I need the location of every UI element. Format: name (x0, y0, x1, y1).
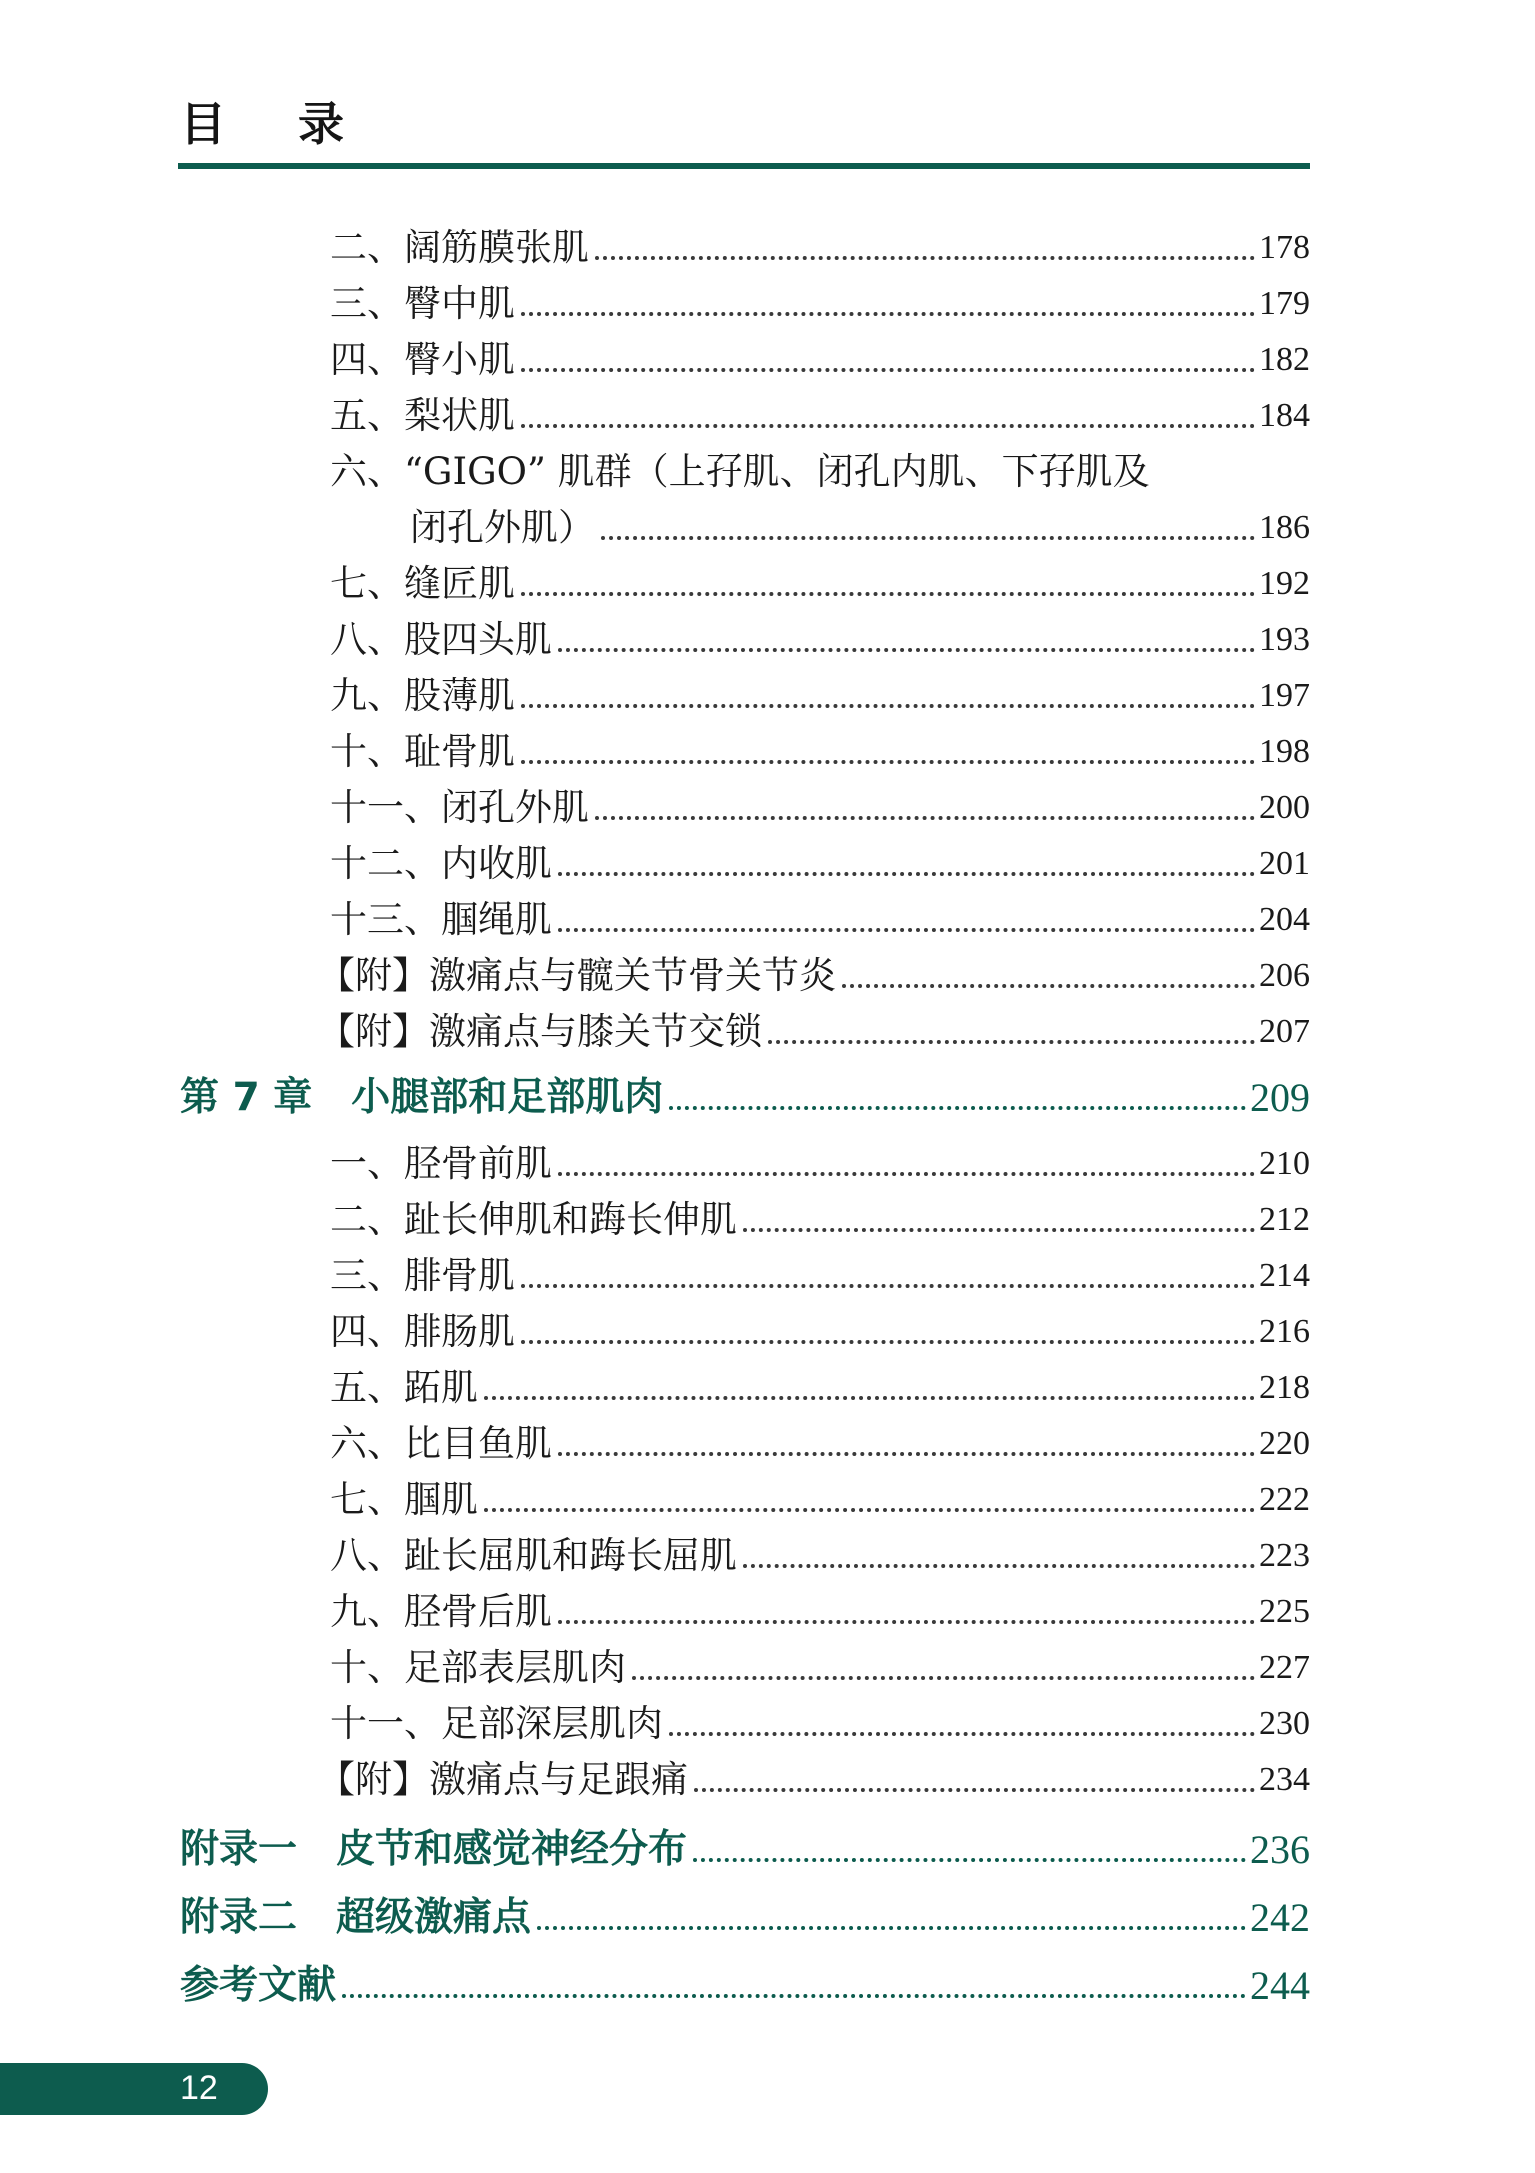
toc-entry[interactable] (330, 842, 1310, 886)
leader-dots (521, 704, 1255, 708)
leader-dots (484, 1396, 1255, 1400)
header-rule (178, 163, 1310, 169)
leader-dots (342, 1994, 1246, 1998)
toc-entry-page: 200 (1259, 789, 1310, 826)
leader-dots (521, 312, 1255, 316)
toc-entry-label: 五、跖肌 (330, 1366, 478, 1409)
toc-entry-page: 178 (1259, 229, 1310, 266)
toc-entry-page: 206 (1259, 957, 1310, 994)
leader-dots (693, 1858, 1246, 1862)
toc-entry-page: 227 (1259, 1649, 1310, 1686)
toc-entry-label: 【附】激痛点与足跟痛 (318, 1758, 688, 1801)
toc-entry[interactable] (330, 1254, 1310, 1298)
toc-entry[interactable] (330, 1366, 1310, 1410)
leader-dots (768, 1040, 1255, 1044)
toc-entry[interactable] (330, 1422, 1310, 1466)
toc-entry[interactable] (330, 1590, 1310, 1634)
toc-entry[interactable] (330, 394, 1310, 438)
toc-chapter-page: 242 (1250, 1895, 1310, 1940)
toc-entry[interactable] (330, 338, 1310, 382)
page-number-badge (0, 2063, 268, 2115)
toc-appendix-2[interactable] (180, 1894, 1310, 1942)
toc-entry-label: 三、臀中肌 (330, 282, 515, 325)
toc-entry-page: 223 (1259, 1537, 1310, 1574)
leader-dots (521, 760, 1255, 764)
leader-dots (743, 1564, 1255, 1568)
toc-entry-page: 210 (1259, 1145, 1310, 1182)
toc-entry-label: 二、趾长伸肌和踇长伸肌 (330, 1198, 737, 1241)
toc-entry-label: 九、股薄肌 (330, 674, 515, 717)
toc-entry-page: 201 (1259, 845, 1310, 882)
toc-references[interactable] (180, 1962, 1310, 2010)
toc-entry[interactable] (330, 1478, 1310, 1522)
toc-entry-page: 230 (1259, 1705, 1310, 1742)
toc-entry-label: 七、缝匠肌 (330, 562, 515, 605)
toc-entry[interactable] (330, 1702, 1310, 1746)
toc-entry-label: 五、梨状肌 (330, 394, 515, 437)
toc-entry[interactable] (330, 1534, 1310, 1578)
toc-entry[interactable] (330, 674, 1310, 718)
toc-entry[interactable] (330, 730, 1310, 774)
toc-entry-page: 197 (1259, 677, 1310, 714)
leader-dots (521, 592, 1255, 596)
toc-entry-gigo-line1[interactable]: 六、“GIGO” 肌群（上孖肌、闭孔内肌、下孖肌及 (330, 450, 1150, 493)
toc-entry-page: 186 (1259, 509, 1310, 546)
toc-entry[interactable] (330, 1310, 1310, 1354)
toc-entry[interactable] (330, 1198, 1310, 1242)
toc-entry[interactable] (330, 898, 1310, 942)
toc-entry[interactable] (330, 226, 1310, 270)
leader-dots (694, 1788, 1255, 1792)
leader-dots (842, 984, 1255, 988)
toc-appendix-1[interactable] (180, 1826, 1310, 1874)
toc-entry-page: 207 (1259, 1013, 1310, 1050)
leader-dots (595, 256, 1255, 260)
leader-dots (521, 1284, 1255, 1288)
toc-entry-label: 三、腓骨肌 (330, 1254, 515, 1297)
page-header-title: 目录 (180, 97, 416, 151)
leader-dots (521, 368, 1255, 372)
leader-dots (743, 1228, 1255, 1232)
toc-entry[interactable] (330, 282, 1310, 326)
leader-dots (558, 1172, 1255, 1176)
toc-entry-page: 214 (1259, 1257, 1310, 1294)
leader-dots (601, 536, 1255, 540)
toc-entry-label: 闭孔外肌） (410, 506, 595, 549)
toc-chapter-7[interactable] (180, 1074, 1310, 1122)
toc-entry-label: 十、耻骨肌 (330, 730, 515, 773)
leader-dots (521, 1340, 1255, 1344)
toc-entry-appendix-note[interactable] (318, 954, 1310, 998)
leader-dots (558, 872, 1255, 876)
toc-entry-label: 一、胫骨前肌 (330, 1142, 552, 1185)
leader-dots (558, 928, 1255, 932)
leader-dots (595, 816, 1255, 820)
leader-dots (669, 1106, 1246, 1110)
toc-entry-appendix-note[interactable] (318, 1010, 1310, 1054)
toc-entry-label: 十、足部表层肌肉 (330, 1646, 626, 1689)
page-number: 12 (180, 2069, 218, 2107)
leader-dots (521, 424, 1255, 428)
toc-entry[interactable] (330, 618, 1310, 662)
toc-entry-page: 234 (1259, 1761, 1310, 1798)
toc-entry-page: 220 (1259, 1425, 1310, 1462)
toc-entry-page: 179 (1259, 285, 1310, 322)
toc-chapter-page: 244 (1250, 1963, 1310, 2008)
toc-entry-label: 九、胫骨后肌 (330, 1590, 552, 1633)
toc-entry-page: 225 (1259, 1593, 1310, 1630)
leader-dots (537, 1926, 1246, 1930)
toc-entry-gigo[interactable] (410, 506, 1310, 550)
leader-dots (669, 1732, 1255, 1736)
toc-entry-page: 198 (1259, 733, 1310, 770)
toc-entry-appendix-note[interactable] (318, 1758, 1310, 1802)
leader-dots (558, 1452, 1255, 1456)
toc-entry-label: 【附】激痛点与膝关节交锁 (318, 1010, 762, 1053)
toc-entry-page: 222 (1259, 1481, 1310, 1518)
toc-entry[interactable] (330, 562, 1310, 606)
toc-entry-page: 184 (1259, 397, 1310, 434)
toc-chapter-label: 附录一 皮节和感觉神经分布 (180, 1827, 688, 1872)
toc-entry-label: 七、腘肌 (330, 1478, 478, 1521)
toc-chapter-label: 附录二 超级激痛点 (180, 1895, 532, 1940)
toc-entry-label: 八、股四头肌 (330, 618, 552, 661)
toc-entry-label: 【附】激痛点与髋关节骨关节炎 (318, 954, 836, 997)
toc-entry[interactable] (330, 1646, 1310, 1690)
toc-entry-label: 四、腓肠肌 (330, 1310, 515, 1353)
toc-entry-label: 四、臀小肌 (330, 338, 515, 381)
toc-entry-page: 192 (1259, 565, 1310, 602)
leader-dots (484, 1508, 1255, 1512)
toc-chapter-label: 第 7 章 小腿部和足部肌肉 (180, 1075, 664, 1120)
toc-entry-label: 十二、内收肌 (330, 842, 552, 885)
toc-entry[interactable] (330, 1142, 1310, 1186)
toc-entry-page: 193 (1259, 621, 1310, 658)
leader-dots (632, 1676, 1255, 1680)
toc-entry-label: 十一、闭孔外肌 (330, 786, 589, 829)
toc-entry-page: 216 (1259, 1313, 1310, 1350)
toc-entry-page: 218 (1259, 1369, 1310, 1406)
toc-entry-label: 十一、足部深层肌肉 (330, 1702, 663, 1745)
leader-dots (558, 1620, 1255, 1624)
toc-entry-label: 八、趾长屈肌和踇长屈肌 (330, 1534, 737, 1577)
toc-entry-page: 212 (1259, 1201, 1310, 1238)
toc-entry-page: 182 (1259, 341, 1310, 378)
toc-entry[interactable] (330, 786, 1310, 830)
toc-entry-label: 十三、腘绳肌 (330, 898, 552, 941)
toc-chapter-label: 参考文献 (180, 1963, 337, 2008)
toc-entry-label: 二、阔筋膜张肌 (330, 226, 589, 269)
leader-dots (558, 648, 1255, 652)
toc-chapter-page: 236 (1250, 1827, 1310, 1872)
toc-entry-label: 六、比目鱼肌 (330, 1422, 552, 1465)
toc-entry-page: 204 (1259, 901, 1310, 938)
toc-chapter-page: 209 (1250, 1075, 1310, 1120)
